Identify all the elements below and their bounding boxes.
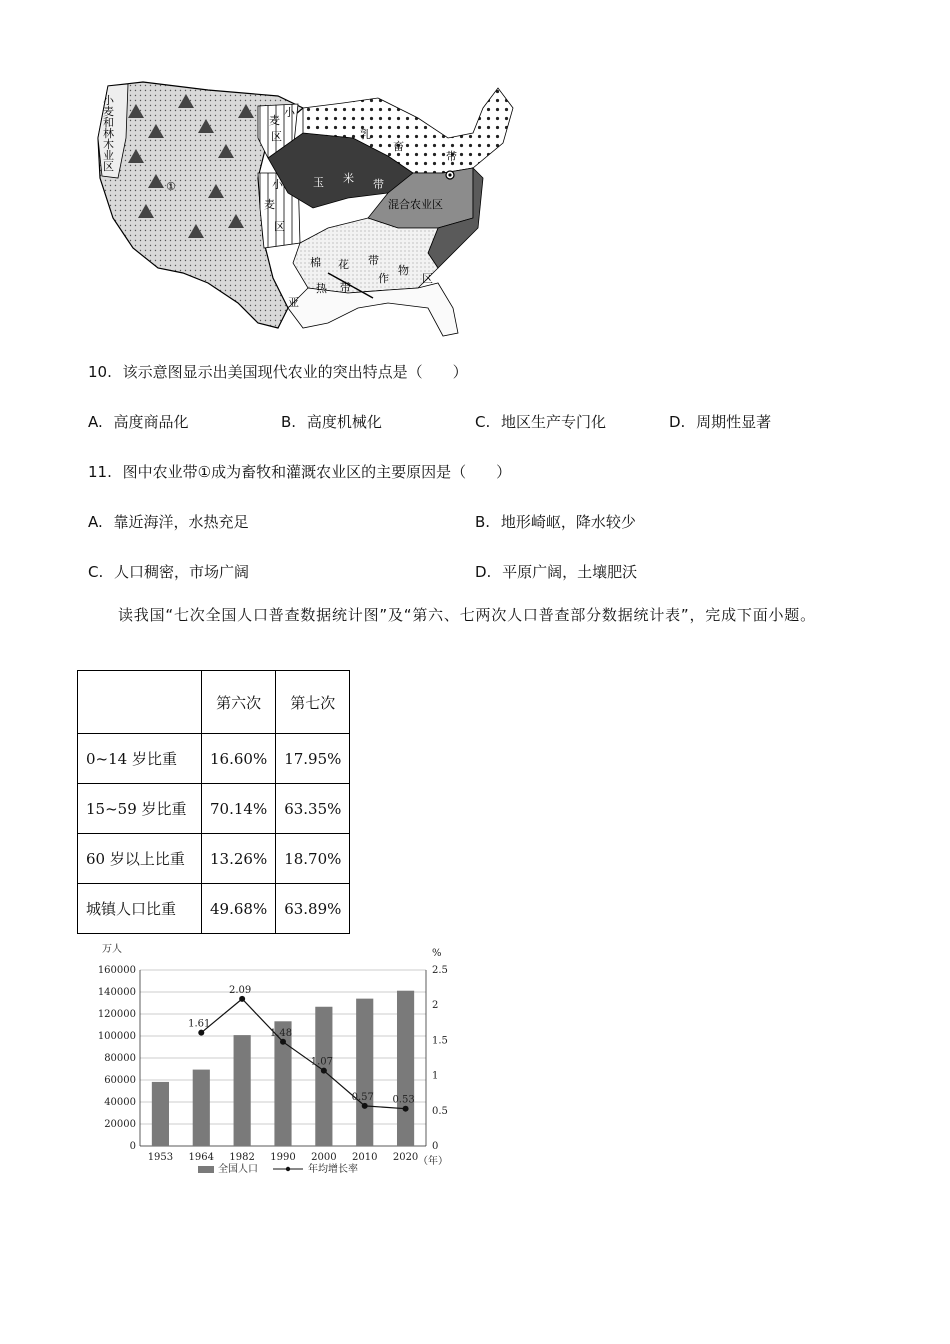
chart-bar xyxy=(356,999,373,1146)
chart-y-left-tick-label: 20000 xyxy=(104,1119,136,1130)
question-10 xyxy=(88,361,468,382)
chart-y-left-tick-label: 60000 xyxy=(104,1075,136,1086)
q10-option-a[interactable] xyxy=(88,411,189,432)
q11-option-a-letter: A. xyxy=(88,513,103,531)
table-cell: 70.14% xyxy=(202,784,276,834)
map-label-wheat-forest-4: 木 xyxy=(103,138,114,151)
chart-growth-point xyxy=(362,1103,368,1109)
chart-growth-data-label: 0.57 xyxy=(351,1091,374,1103)
census-table xyxy=(77,670,350,934)
chart-y-left-tick-label: 140000 xyxy=(97,987,136,998)
table-cell: 63.35% xyxy=(276,784,350,834)
q11-option-a-text: 靠近海洋，水热充足 xyxy=(113,513,249,531)
q10-option-a-text: 高度商品化 xyxy=(113,413,189,431)
chart-right-axis-unit: % xyxy=(432,948,442,959)
chart-growth-point xyxy=(280,1039,286,1045)
table-cell: 49.68% xyxy=(202,884,276,934)
map-label-crops-0: 作 xyxy=(378,272,389,285)
map-label-crops-1: 物 xyxy=(398,264,409,277)
map-label-cotton-0: 棉 xyxy=(310,256,321,269)
chart-y-left-tick-label: 120000 xyxy=(97,1009,136,1020)
chart-growth-point xyxy=(321,1068,327,1074)
chart-bar xyxy=(234,1035,251,1146)
q10-option-d-letter: D. xyxy=(669,413,686,431)
intro-paragraph: 读我国“七次全国人口普查数据统计图”及“第六、七两次人口普查部分数据统计表”，完成下面小题。 xyxy=(118,606,816,624)
q10-option-d-text: 周期性显著 xyxy=(696,413,772,431)
chart-y-right-tick-label: 0.5 xyxy=(432,1105,448,1117)
table-header-cell: 第六次 xyxy=(202,671,276,734)
chart-left-axis-unit: 万人 xyxy=(102,944,122,955)
map-label-winter-wheat-1: 麦 xyxy=(264,198,275,211)
population-chart xyxy=(88,938,458,1183)
map-label-wheat-forest-0: 小 xyxy=(103,94,114,107)
chart-growth-point xyxy=(239,996,245,1002)
map-label-cotton-1: 花 xyxy=(338,258,349,271)
map-label-dairy-1: 畜 xyxy=(393,140,404,153)
table-cell: 63.89% xyxy=(276,884,350,934)
chart-bar xyxy=(152,1082,169,1146)
table-header-cell xyxy=(78,671,202,734)
chart-x-tick-label: 1964 xyxy=(188,1152,215,1163)
chart-y-left-tick-label: 40000 xyxy=(104,1097,136,1108)
table-cell: 17.95% xyxy=(276,734,350,784)
q11-option-b-letter: B. xyxy=(475,513,491,531)
table-row xyxy=(78,734,350,784)
table-cell: 15~59 岁比重 xyxy=(78,784,202,834)
chart-legend-label: 年均增长率 xyxy=(308,1164,358,1175)
map-label-corn-2: 带 xyxy=(373,178,384,191)
q10-option-c[interactable] xyxy=(475,411,606,432)
map-label-spring-wheat-2: 区 xyxy=(271,130,282,143)
table-row xyxy=(78,884,350,934)
q10-option-b[interactable] xyxy=(281,411,382,432)
map-label-sub-0: 亚 xyxy=(288,296,299,309)
chart-bar xyxy=(193,1070,210,1146)
map-label-wheat-forest-1: 麦 xyxy=(103,105,114,118)
map-label-wheat-forest-3: 林 xyxy=(103,127,114,140)
chart-y-right-tick-label: 2.5 xyxy=(432,965,448,976)
map-label-corn-1: 米 xyxy=(343,172,354,185)
map-label-cotton-2: 带 xyxy=(368,254,379,267)
map-label-wheat-forest-5: 业 xyxy=(103,149,114,162)
chart-y-right-tick-label: 2 xyxy=(432,1000,439,1012)
table-header-cell: 第七次 xyxy=(276,671,350,734)
table-row xyxy=(78,834,350,884)
chart-growth-data-label: 1.07 xyxy=(310,1056,333,1068)
question-11 xyxy=(88,461,511,482)
map-label-crops-2: 区 xyxy=(422,272,433,285)
table-header-row xyxy=(78,671,350,734)
chart-growth-line xyxy=(201,999,405,1109)
q10-option-a-letter: A. xyxy=(88,413,103,431)
chart-marks xyxy=(98,965,448,1175)
chart-y-left-tick-label: 80000 xyxy=(104,1053,136,1064)
chart-svg xyxy=(88,938,458,1183)
chart-growth-data-label: 1.61 xyxy=(188,1018,211,1030)
chart-legend-line-marker xyxy=(286,1167,290,1171)
map-label-sub-1: 热 xyxy=(316,282,327,295)
q10-option-b-text: 高度机械化 xyxy=(306,413,382,431)
q11-option-b[interactable] xyxy=(475,511,636,532)
table-cell: 60 岁以上比重 xyxy=(78,834,202,884)
map-label-spring-wheat-1: 麦 xyxy=(269,114,280,127)
chart-x-tick-label: 1982 xyxy=(229,1152,255,1163)
question-10-text: 该示意图显示出美国现代农业的突出特点是（ ） xyxy=(122,363,468,381)
chart-growth-data-label: 0.53 xyxy=(392,1094,415,1106)
map-label-winter-wheat-2: 区 xyxy=(274,220,285,233)
chart-x-tick-label: 2010 xyxy=(351,1152,378,1163)
chart-legend-label: 全国人口 xyxy=(218,1164,258,1175)
table-cell: 16.60% xyxy=(202,734,276,784)
chart-x-axis-unit: （年） xyxy=(418,1156,448,1167)
map-label-wheat-forest-6: 区 xyxy=(103,160,114,173)
map-label-winter-wheat-0: 小 xyxy=(272,178,283,191)
chart-x-tick-label: 1953 xyxy=(147,1152,174,1163)
chart-y-right-tick-label: 1.5 xyxy=(432,1035,448,1047)
map-label-dairy-2: 带 xyxy=(446,150,457,163)
map-svg xyxy=(88,78,518,343)
chart-growth-point xyxy=(403,1106,409,1112)
map-label-region-1: ① xyxy=(166,180,176,193)
q11-option-b-text: 地形崎岖，降水较少 xyxy=(500,513,636,531)
usa-agriculture-map xyxy=(88,78,518,343)
q10-option-c-letter: C. xyxy=(475,413,491,431)
table-cell: 13.26% xyxy=(202,834,276,884)
q11-option-d-letter: D. xyxy=(475,563,492,581)
chart-legend-bar-swatch xyxy=(198,1166,214,1173)
table-row xyxy=(78,784,350,834)
map-label-spring-wheat-0: 小 xyxy=(284,106,295,119)
q11-option-d[interactable] xyxy=(475,561,637,582)
question-11-text: 图中农业带①成为畜牧和灌溉农业区的主要原因是（ ） xyxy=(122,463,512,481)
q10-option-d[interactable] xyxy=(669,411,771,432)
chart-y-right-tick-label: 1 xyxy=(432,1070,439,1082)
q11-option-c-letter: C. xyxy=(88,563,104,581)
chart-x-tick-label: 2020 xyxy=(392,1152,419,1163)
chart-y-left-tick-label: 100000 xyxy=(97,1031,136,1042)
map-label-sub-2: 带 xyxy=(340,281,351,294)
chart-x-tick-label: 2000 xyxy=(311,1152,337,1163)
q11-option-c[interactable] xyxy=(88,561,249,582)
question-10-number: 10. xyxy=(88,363,112,381)
chart-growth-data-label: 2.09 xyxy=(229,984,252,996)
table-cell: 城镇人口比重 xyxy=(78,884,202,934)
chart-growth-data-label: 1.48 xyxy=(269,1027,293,1039)
chart-y-left-tick-label: 0 xyxy=(129,1141,136,1152)
chart-bar xyxy=(397,991,414,1146)
chart-y-right-tick-label: 0 xyxy=(432,1141,439,1152)
q11-option-a[interactable] xyxy=(88,511,249,532)
map-label-wheat-forest-2: 和 xyxy=(103,116,114,129)
chart-x-tick-label: 1990 xyxy=(270,1152,296,1163)
map-subtropical-region xyxy=(288,283,458,336)
table-cell: 18.70% xyxy=(276,834,350,884)
chart-growth-point xyxy=(198,1030,204,1036)
q11-option-c-text: 人口稠密，市场广阔 xyxy=(114,563,250,581)
q10-option-b-letter: B. xyxy=(281,413,297,431)
q11-option-d-text: 平原广阔，土壤肥沃 xyxy=(502,563,638,581)
map-label-corn-0: 玉 xyxy=(313,176,324,189)
q10-option-c-text: 地区生产专门化 xyxy=(501,413,607,431)
table-cell: 0~14 岁比重 xyxy=(78,734,202,784)
chart-y-left-tick-label: 160000 xyxy=(97,965,136,976)
map-label-dairy-0: 乳 xyxy=(360,128,371,141)
question-11-number: 11. xyxy=(88,463,112,481)
map-label-mixed: 混合农业区 xyxy=(388,198,443,211)
